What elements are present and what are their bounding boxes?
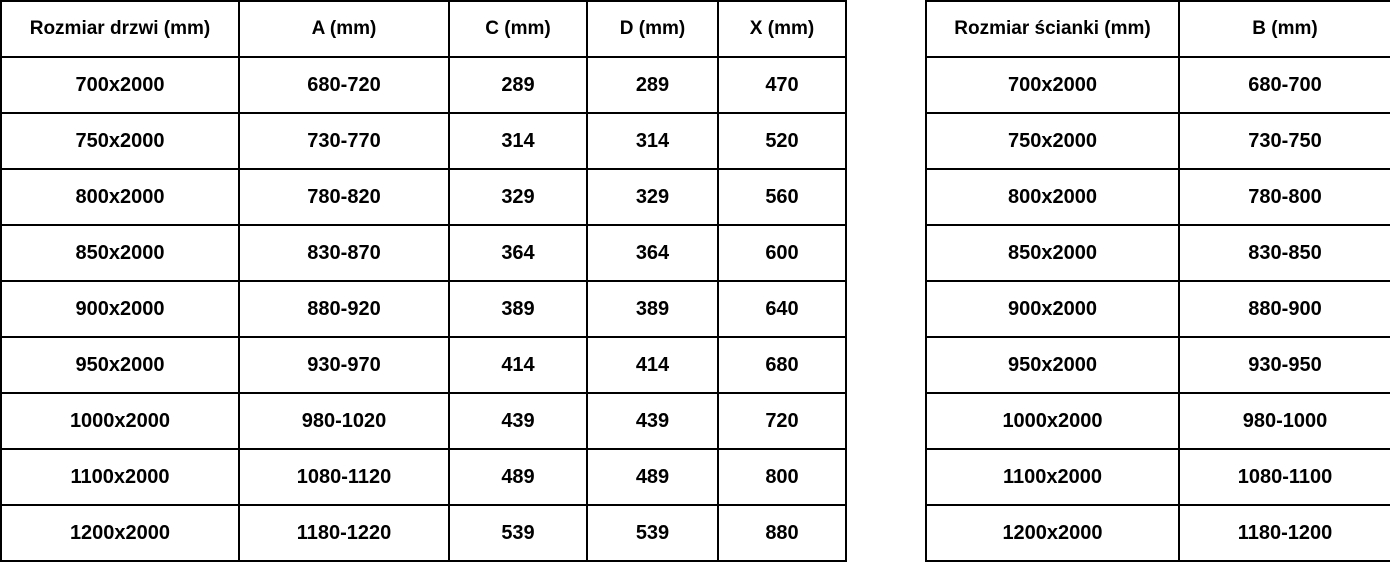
cell-door-size: 950x2000 xyxy=(1,337,239,393)
cell-x: 520 xyxy=(718,113,846,169)
cell-wall-size: 750x2000 xyxy=(926,113,1179,169)
wall-table-container xyxy=(925,0,1390,562)
cell-b: 830-850 xyxy=(1179,225,1390,281)
cell-c: 389 xyxy=(449,281,587,337)
cell-a: 1180-1220 xyxy=(239,505,449,561)
cell-d: 329 xyxy=(587,169,718,225)
cell-a: 680-720 xyxy=(239,57,449,113)
column-header-x: X (mm) xyxy=(718,1,846,57)
table-row xyxy=(1,337,846,393)
cell-c: 489 xyxy=(449,449,587,505)
cell-c: 539 xyxy=(449,505,587,561)
wall-table xyxy=(925,0,1390,562)
cell-wall-size: 1100x2000 xyxy=(926,449,1179,505)
column-header-door-size: Rozmiar drzwi (mm) xyxy=(1,1,239,57)
cell-b: 980-1000 xyxy=(1179,393,1390,449)
table-row xyxy=(926,169,1390,225)
cell-b: 780-800 xyxy=(1179,169,1390,225)
cell-d: 389 xyxy=(587,281,718,337)
cell-d: 439 xyxy=(587,393,718,449)
table-row xyxy=(1,281,846,337)
cell-b: 880-900 xyxy=(1179,281,1390,337)
cell-door-size: 800x2000 xyxy=(1,169,239,225)
cell-b: 1180-1200 xyxy=(1179,505,1390,561)
cell-b: 1080-1100 xyxy=(1179,449,1390,505)
wall-table-head xyxy=(926,1,1390,57)
cell-wall-size: 850x2000 xyxy=(926,225,1179,281)
cell-a: 730-770 xyxy=(239,113,449,169)
table-row xyxy=(926,505,1390,561)
table-row xyxy=(1,225,846,281)
cell-b: 680-700 xyxy=(1179,57,1390,113)
cell-d: 489 xyxy=(587,449,718,505)
table-row xyxy=(926,113,1390,169)
column-header-a: A (mm) xyxy=(239,1,449,57)
cell-a: 1080-1120 xyxy=(239,449,449,505)
cell-wall-size: 800x2000 xyxy=(926,169,1179,225)
cell-d: 364 xyxy=(587,225,718,281)
table-header-row xyxy=(1,1,846,57)
table-row xyxy=(926,281,1390,337)
doors-table-body xyxy=(1,57,846,561)
table-row xyxy=(926,337,1390,393)
table-header-row xyxy=(926,1,1390,57)
cell-b: 930-950 xyxy=(1179,337,1390,393)
cell-c: 439 xyxy=(449,393,587,449)
cell-c: 314 xyxy=(449,113,587,169)
cell-a: 830-870 xyxy=(239,225,449,281)
cell-wall-size: 1000x2000 xyxy=(926,393,1179,449)
table-gap xyxy=(845,0,925,10)
cell-door-size: 1100x2000 xyxy=(1,449,239,505)
cell-a: 880-920 xyxy=(239,281,449,337)
cell-c: 289 xyxy=(449,57,587,113)
doors-table-head xyxy=(1,1,846,57)
cell-d: 414 xyxy=(587,337,718,393)
cell-x: 880 xyxy=(718,505,846,561)
table-row xyxy=(1,505,846,561)
column-header-c: C (mm) xyxy=(449,1,587,57)
cell-x: 680 xyxy=(718,337,846,393)
cell-a: 780-820 xyxy=(239,169,449,225)
cell-d: 314 xyxy=(587,113,718,169)
cell-door-size: 1000x2000 xyxy=(1,393,239,449)
column-header-wall-size: Rozmiar ścianki (mm) xyxy=(926,1,1179,57)
cell-c: 364 xyxy=(449,225,587,281)
table-row xyxy=(1,393,846,449)
table-row xyxy=(1,113,846,169)
table-row xyxy=(926,57,1390,113)
cell-wall-size: 900x2000 xyxy=(926,281,1179,337)
cell-a: 980-1020 xyxy=(239,393,449,449)
table-row xyxy=(926,449,1390,505)
wall-table-body xyxy=(926,57,1390,561)
cell-wall-size: 1200x2000 xyxy=(926,505,1179,561)
cell-d: 539 xyxy=(587,505,718,561)
column-header-d: D (mm) xyxy=(587,1,718,57)
cell-wall-size: 950x2000 xyxy=(926,337,1179,393)
cell-door-size: 900x2000 xyxy=(1,281,239,337)
cell-x: 720 xyxy=(718,393,846,449)
table-row xyxy=(1,57,846,113)
table-row xyxy=(926,393,1390,449)
column-header-b: B (mm) xyxy=(1179,1,1390,57)
cell-door-size: 750x2000 xyxy=(1,113,239,169)
cell-c: 414 xyxy=(449,337,587,393)
cell-c: 329 xyxy=(449,169,587,225)
table-row xyxy=(926,225,1390,281)
cell-x: 600 xyxy=(718,225,846,281)
cell-x: 470 xyxy=(718,57,846,113)
cell-b: 730-750 xyxy=(1179,113,1390,169)
table-row xyxy=(1,449,846,505)
table-row xyxy=(1,169,846,225)
cell-door-size: 850x2000 xyxy=(1,225,239,281)
cell-x: 640 xyxy=(718,281,846,337)
cell-d: 289 xyxy=(587,57,718,113)
cell-door-size: 1200x2000 xyxy=(1,505,239,561)
cell-a: 930-970 xyxy=(239,337,449,393)
cell-wall-size: 700x2000 xyxy=(926,57,1179,113)
cell-x: 800 xyxy=(718,449,846,505)
cell-door-size: 700x2000 xyxy=(1,57,239,113)
cell-x: 560 xyxy=(718,169,846,225)
